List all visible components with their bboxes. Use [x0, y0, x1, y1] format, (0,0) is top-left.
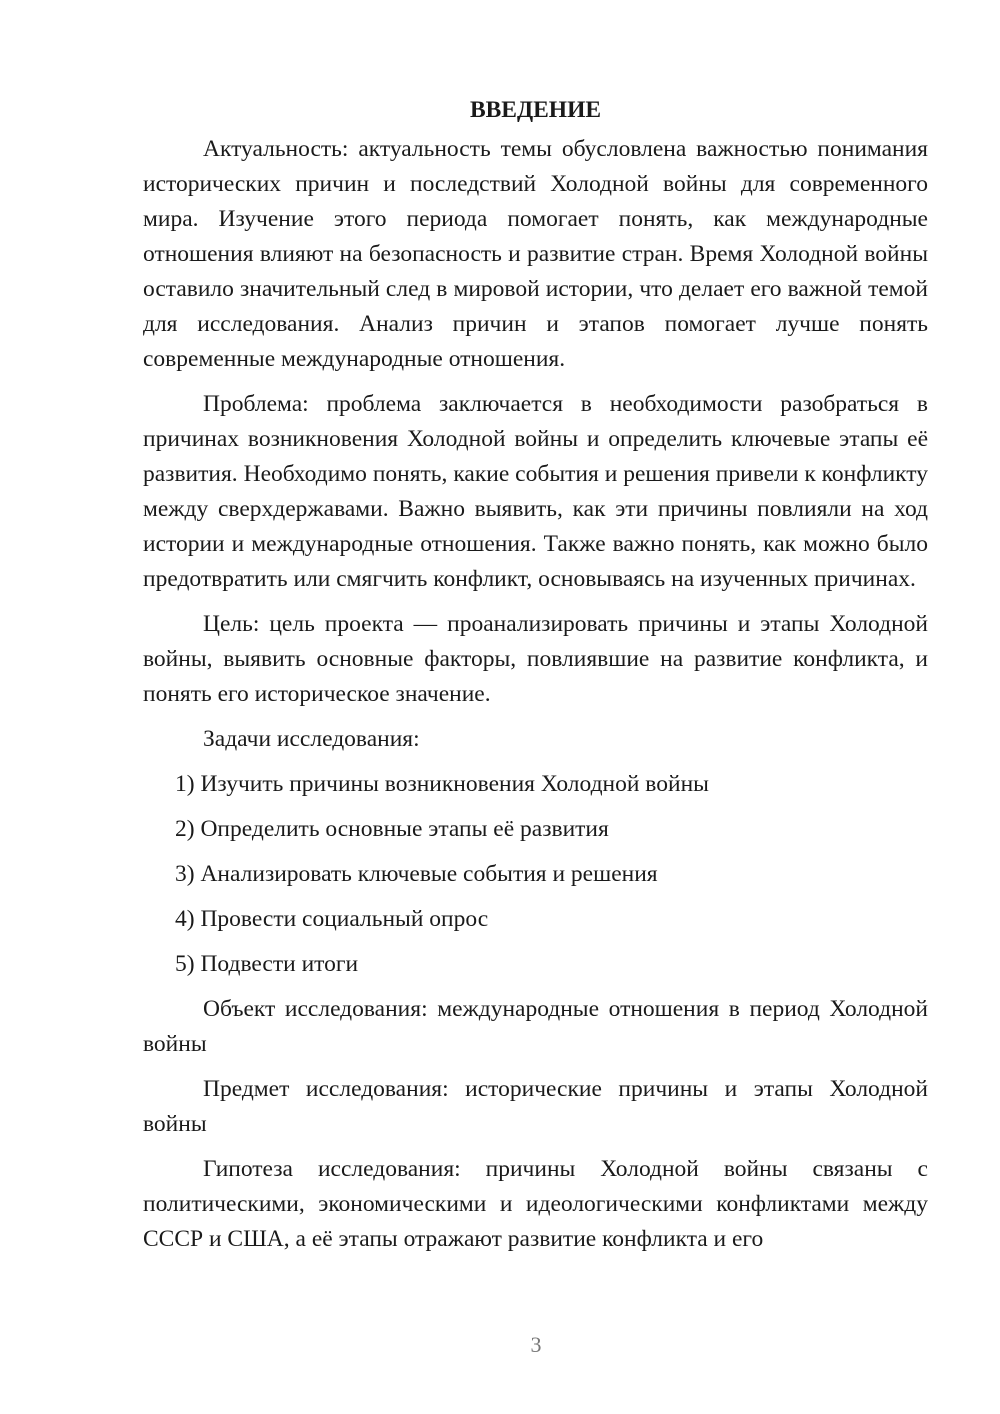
- hypothesis-paragraph: Гипотеза исследования: причины Холодной войны связаны с политическими, экономическими и идеологическими конфликтами между СССР и США, а её этапы отражают развитие конфликта и его: [143, 1156, 928, 1252]
- task-item: 1) Изучить причины возникновения Холодной войны: [175, 771, 709, 797]
- page-number: 3: [530, 1332, 542, 1357]
- tasks-title: Задачи исследования:: [203, 726, 420, 752]
- page-content: [143, 93, 928, 1267]
- task-item: 2) Определить основные этапы её развития: [175, 816, 609, 842]
- problem-paragraph: Проблема: проблема заключается в необходимости разобраться в причинах возникновения Холодной войны и определить ключевые этапы её развития. Необходимо понять, какие события и решения привели к конфликту между сверхдержавами. Важно выявить, как эти причины повлияли на ход истории и международные отношения. Также важно понять, как можно было предотвратить или смягчить конфликт, основываясь на изученных причинах.: [143, 391, 928, 592]
- task-item: 3) Анализировать ключевые события и решения: [175, 861, 658, 887]
- object-paragraph: Объект исследования: международные отношения в период Холодной войны: [143, 996, 928, 1057]
- section-heading: ВВЕДЕНИЕ: [469, 97, 602, 123]
- task-item: 4) Провести социальный опрос: [175, 906, 489, 932]
- task-item: 5) Подвести итоги: [175, 951, 359, 977]
- goal-paragraph: Цель: цель проекта — проанализировать причины и этапы Холодной войны, выявить основные факторы, повлиявшие на развитие конфликта, и понять его историческое значение.: [143, 611, 928, 707]
- subject-paragraph: Предмет исследования: исторические причины и этапы Холодной войны: [143, 1076, 928, 1137]
- tasks-list: [143, 767, 928, 982]
- relevance-paragraph: Актуальность: актуальность темы обусловлена важностью понимания исторических причин и последствий Холодной войны для современного мира. Изучение этого периода помогает понять, как международные отношения влияют на безопасность и развитие стран. Время Холодной войны оставило значительный след в мировой истории, что делает его важной темой для исследования. Анализ причин и этапов помогает лучше понять современные международные отношения.: [143, 136, 928, 372]
